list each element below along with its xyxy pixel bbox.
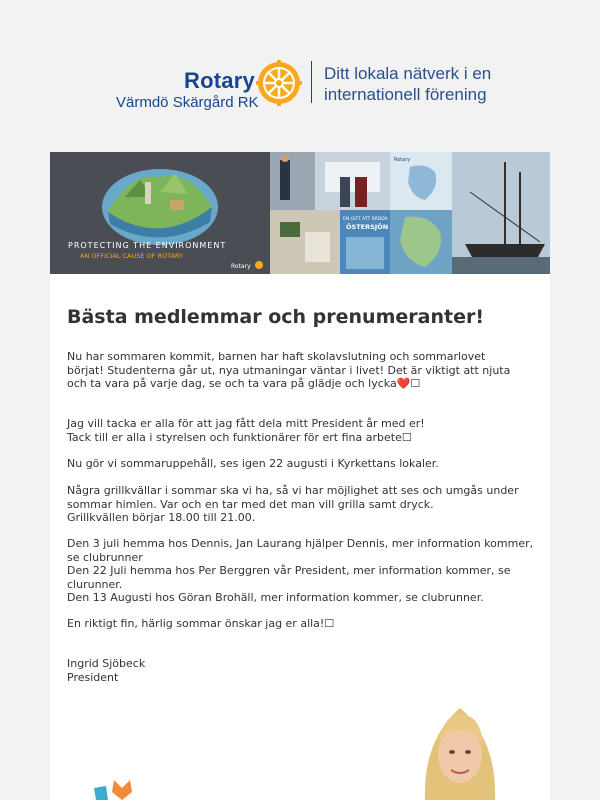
letter-body-3	[67, 457, 537, 471]
paragraph-2-line-1: Jag vill tacka er alla för att jag fått dela mitt President år med er!	[67, 417, 425, 430]
banner-poster-line1: EN GIFT ATT RÄDDA	[343, 217, 388, 222]
letter-body-5	[67, 537, 537, 605]
president-portrait	[413, 700, 507, 800]
signature-name: Ingrid Sjöbeck	[67, 657, 146, 670]
rotary-wheel-icon	[256, 60, 302, 106]
rotary-logo-text: Rotary	[184, 68, 255, 93]
email-header	[0, 0, 600, 150]
signature	[67, 657, 537, 684]
paragraph-3: Nu gör vi sommaruppehåll, ses igen 22 augusti i Kyrkettans lokaler.	[67, 457, 439, 470]
paragraph-1-line-1: Nu har sommaren kommit, barnen har haft skolavslutning och sommarlovet	[67, 350, 486, 363]
paragraph-1-line-2: börjat! Studenterna går ut, nya utmaningar väntar i livet! Det är viktigt att njuta	[67, 363, 511, 377]
decorative-logo-icon	[92, 778, 152, 800]
paragraph-4-line-3: Grillkvällen börjar 18.00 till 21.00.	[67, 511, 256, 524]
letter-body-2	[67, 417, 537, 444]
letter-body	[67, 350, 537, 391]
paragraph-2-line-2: Tack till er alla i styrelsen och funktionärer för ert fina arbete☐	[67, 430, 412, 444]
banner-env-brand: Rotary	[231, 263, 251, 270]
paragraph-5-line-2: se clubrunner	[67, 550, 143, 564]
header-tagline	[324, 63, 491, 105]
banner-image	[50, 152, 550, 274]
letter-title: Bästa medlemmar och prenumeranter!	[67, 306, 484, 328]
tagline-line-1: Ditt lokala nätverk i en	[324, 64, 492, 83]
paragraph-5-line-5: Den 13 Augusti hos Göran Brohäll, mer information kommer, se clubrunner.	[67, 591, 484, 604]
header-divider	[311, 61, 312, 103]
paragraph-4-line-1: Några grillkvällar i sommar ska vi ha, så vi har möjlighet att ses och umgås under	[67, 484, 519, 497]
club-name: Värmdö Skärgård RK	[116, 94, 259, 111]
letter-body-6	[67, 617, 537, 631]
banner-env-subtitle: AN OFFICIAL CAUSE OF ROTARY	[80, 252, 184, 260]
signature-role: President	[67, 670, 119, 684]
paragraph-5-line-3: Den 22 Juli hemma hos Per Berggren vår President, mer information kommer, se	[67, 564, 511, 577]
banner-poster-line2: ÖSTERSJÖN	[346, 223, 389, 231]
banner-env-title: PROTECTING THE ENVIRONMENT	[68, 241, 227, 250]
tagline-line-2: internationell förening	[324, 85, 487, 104]
paragraph-6: En riktigt fin, härlig sommar önskar jag er alla!☐	[67, 617, 335, 630]
paragraph-1-line-3: och ta vara på varje dag, se och ta vara på glädje och lycka❤️☐	[67, 377, 421, 390]
paragraph-5-line-1: Den 3 juli hemma hos Dennis, Jan Laurang hjälper Dennis, mer information kommer,	[67, 537, 534, 550]
paragraph-5-line-4: clurunner.	[67, 577, 123, 591]
banner-map-header: Rotary	[394, 157, 411, 163]
letter-body-4	[67, 484, 537, 525]
paragraph-4-line-2: sommar himlen. Var och en tar med det man vill grilla samt dryck.	[67, 497, 434, 511]
